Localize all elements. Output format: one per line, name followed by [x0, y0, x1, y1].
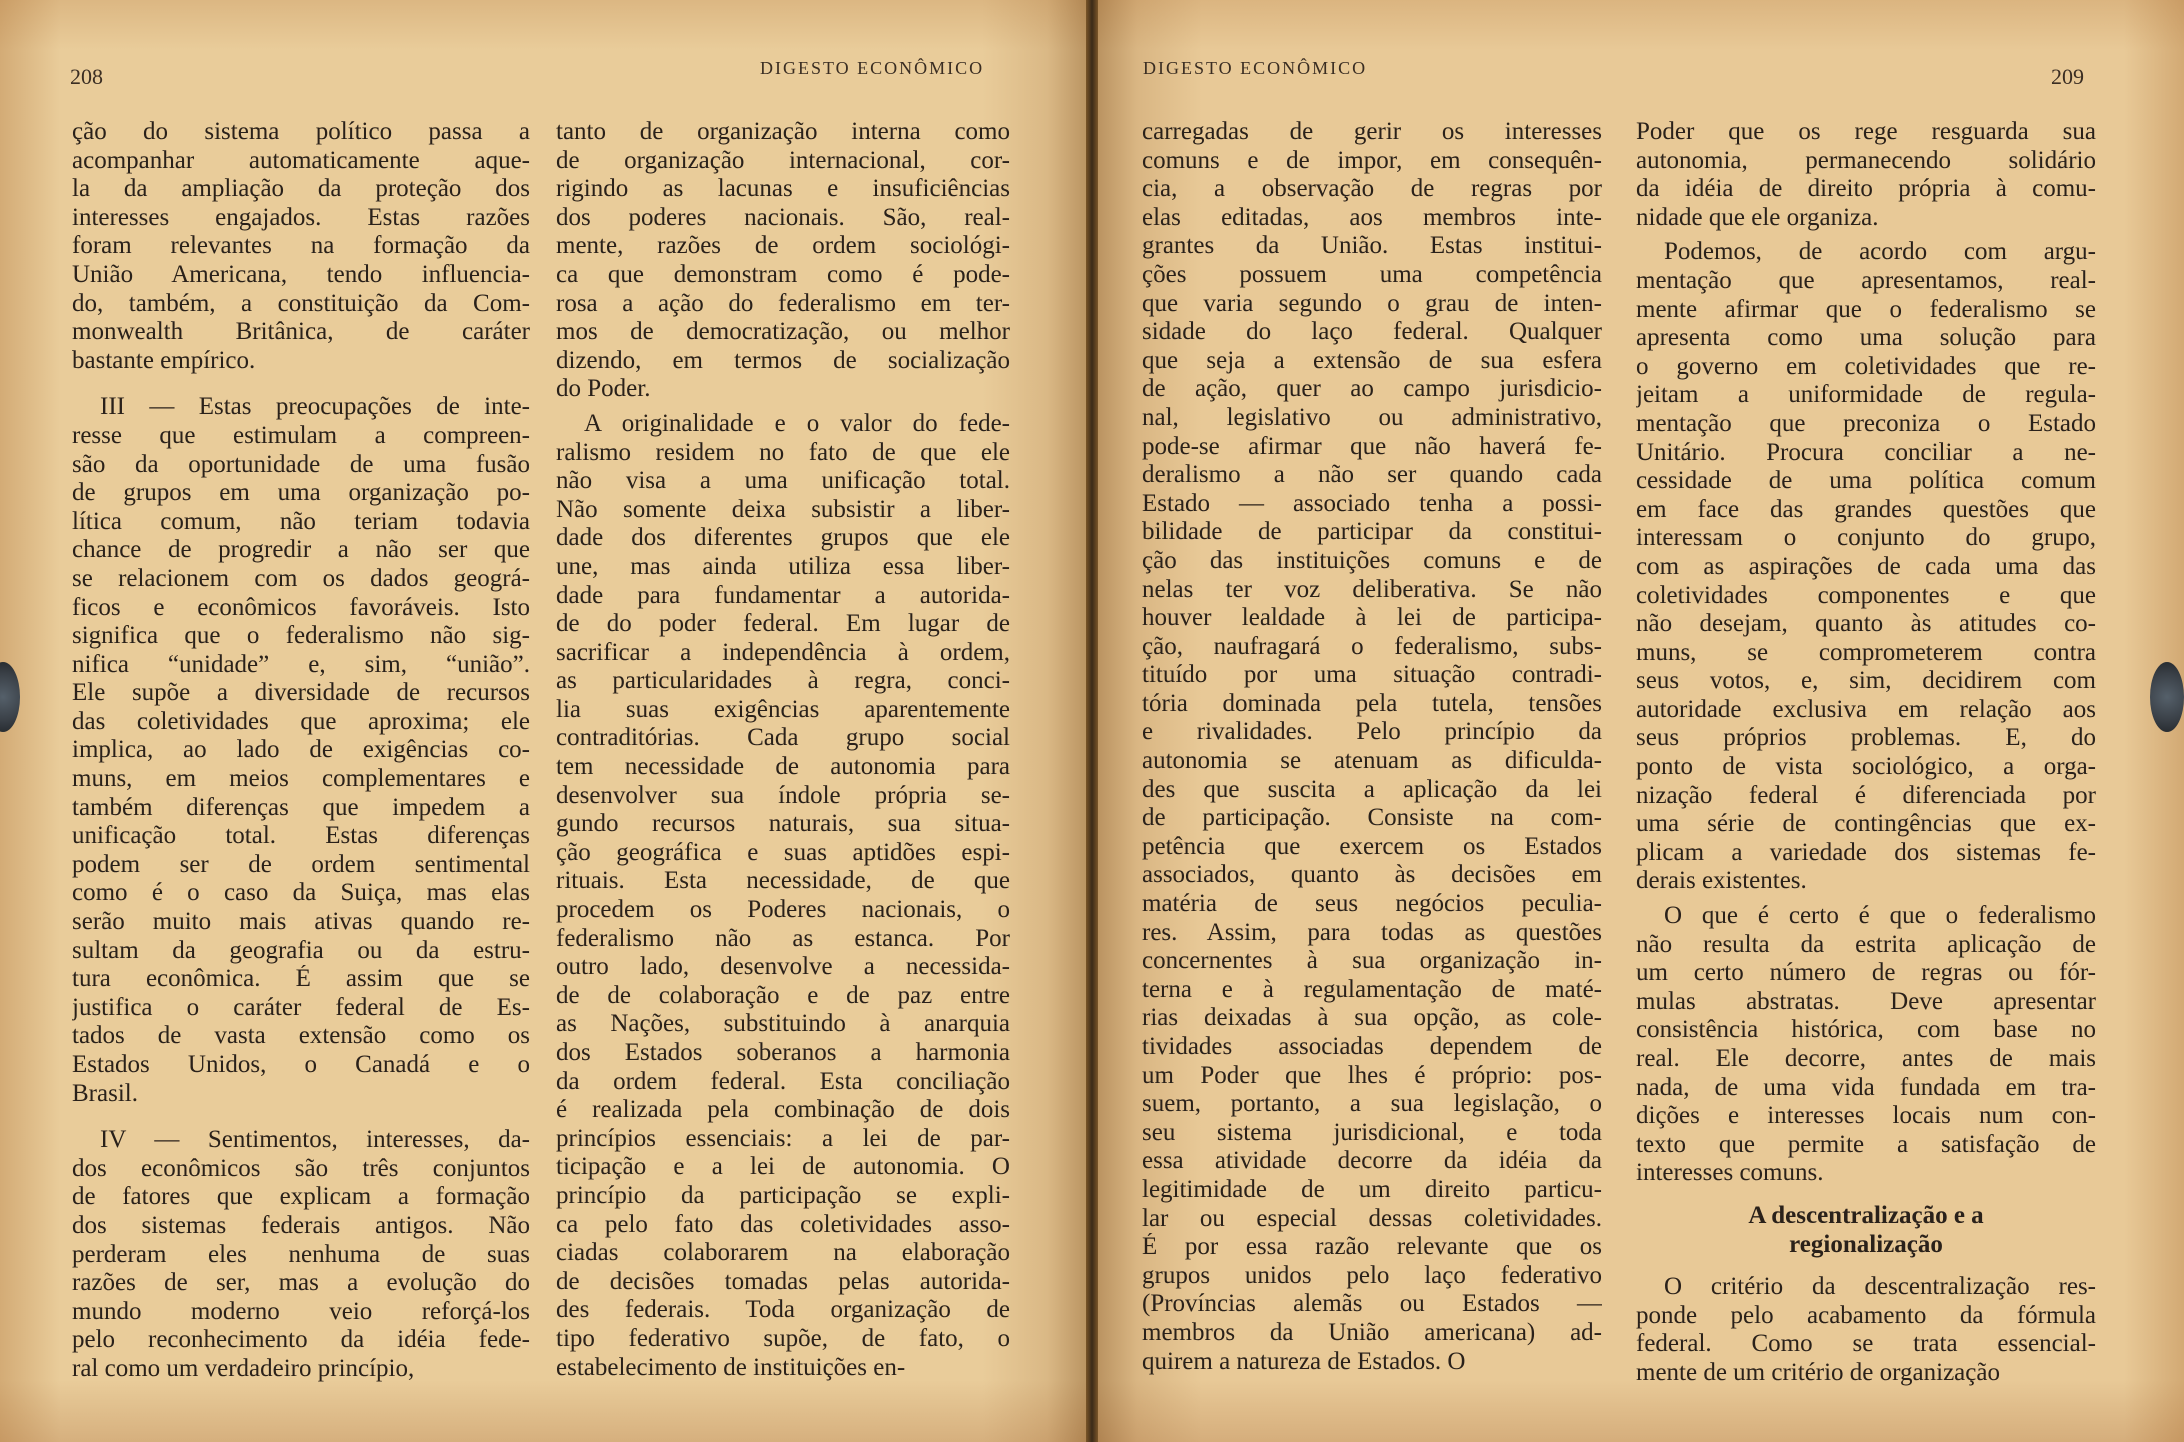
text-line: seus votos, e, sim, decidirem com	[1636, 667, 2096, 695]
text-line: perderam eles nenhuma de suas	[72, 1240, 530, 1268]
text-line: são da oportunidade de uma fusão	[72, 450, 530, 478]
text-line: de grupos em uma organização po-	[72, 479, 530, 507]
text-line: um certo número de regras ou fór-	[1636, 959, 2096, 987]
text-line: dade dos diferentes grupos que ele	[556, 524, 1010, 552]
text-line: dade para fundamentar a autorida-	[556, 581, 1010, 609]
left-column-1	[72, 118, 530, 1384]
text-line: federal. Como se trata essencial-	[1636, 1330, 2096, 1358]
text-line: nifica “unidade” e, sim, “união”.	[72, 650, 530, 678]
text-line: des federais. Toda organização de	[556, 1296, 1010, 1324]
text-line: autonomia, permanecendo solidário	[1636, 146, 2096, 174]
text-line: terna e à regulamentação de maté-	[1142, 975, 1602, 1003]
text-line: rigindo as lacunas e insuficiências	[556, 175, 1010, 203]
text-line: dizendo, em termos de socialização	[556, 346, 1010, 374]
text-line: apresenta como uma solução para	[1636, 324, 2096, 352]
text-line: princípio da participação se expli-	[556, 1181, 1010, 1209]
text-line: ciadas colaborarem na elaboração	[556, 1239, 1010, 1267]
text-line: e rivalidades. Pelo princípio da	[1142, 718, 1602, 746]
text-line: também diferenças que impedem a	[72, 793, 530, 821]
text-line: Brasil.	[72, 1079, 138, 1107]
text-line: desenvolver sua índole própria se-	[556, 781, 1010, 809]
paragraph	[1636, 238, 2096, 896]
text-line: sultam da geografia ou da estru-	[72, 936, 530, 964]
text-line: consistência histórica, com base no	[1636, 1016, 2096, 1044]
text-line: quirem a natureza de Estados. O	[1142, 1347, 1466, 1375]
text-line: tória dominada pela tutela, tensões	[1142, 689, 1602, 717]
text-line: IV — Sentimentos, interesses, da-	[100, 1126, 530, 1154]
text-line: ções possuem uma competência	[1142, 260, 1602, 288]
text-line: chance de progredir a não ser que	[72, 536, 530, 564]
text-line: derais existentes.	[1636, 867, 1807, 895]
text-line: como é o caso da Suiça, mas elas	[72, 879, 530, 907]
binding-hole	[0, 662, 20, 732]
text-line: se relacionem com os dados geográ-	[72, 564, 530, 592]
running-header-right: DIGESTO ECONÔMICO	[1143, 58, 1368, 78]
text-line: essa atividade decorre da idéia da	[1142, 1147, 1602, 1175]
text-line: União Americana, tendo influencia-	[72, 260, 530, 288]
text-line: rias deixadas à sua opção, as cole-	[1142, 1004, 1602, 1032]
text-line: de participação. Consiste na com-	[1142, 804, 1602, 832]
text-line: dições e interesses locais num con-	[1636, 1102, 2096, 1130]
text-line: O critério da descentralização res-	[1664, 1273, 2096, 1301]
binding-hole	[2150, 662, 2184, 732]
text-line: É por essa razão relevante que os	[1142, 1233, 1602, 1261]
text-line: contraditórias. Cada grupo social	[556, 724, 1010, 752]
text-line: uma série de contingências que ex-	[1636, 810, 2096, 838]
text-line: lar ou especial dessas coletividades.	[1142, 1204, 1602, 1232]
text-line: la da ampliação da proteção dos	[72, 175, 530, 203]
paragraph	[72, 1126, 530, 1383]
text-line: autoridade exclusiva em relação aos	[1636, 695, 2096, 723]
text-line: tipo federativo supõe, de fato, o	[556, 1324, 1010, 1352]
text-line: matéria de seus negócios peculia-	[1142, 890, 1602, 918]
text-line: houver lealdade à lei de participa-	[1142, 604, 1602, 632]
text-line: não resulta da estrita aplicação de	[1636, 930, 2096, 958]
page-number-right: 209	[2051, 64, 2084, 89]
text-line: nização federal é diferenciada por	[1636, 781, 2096, 809]
text-line: Não somente deixa subsistir a liber-	[556, 495, 1010, 523]
subheading-line: regionalização	[1789, 1230, 1943, 1258]
text-line: não desejam, quanto às atitudes co-	[1636, 610, 2096, 638]
left-column-2	[556, 118, 1010, 1382]
text-line: de decisões tomadas pelas autorida-	[556, 1267, 1010, 1295]
text-line: Ele supõe a diversidade de recursos	[72, 679, 530, 707]
text-line: o governo em coletividades que re-	[1636, 352, 2096, 380]
text-line: mentação que preconiza o Estado	[1636, 409, 2096, 437]
paragraph	[1636, 118, 2096, 232]
right-column-2	[1636, 118, 2096, 1388]
paragraph	[556, 410, 1010, 1382]
paragraph	[1142, 118, 1602, 1376]
text-line: sidade do laço federal. Qualquer	[1142, 318, 1602, 346]
text-line: significa que o federalismo não sig-	[72, 622, 530, 650]
text-line: mente afirmar que o federalismo se	[1636, 295, 2096, 323]
text-line: foram relevantes na formação da	[72, 232, 530, 260]
text-line: ral como um verdadeiro princípio,	[72, 1354, 415, 1382]
text-line: deralismo a não ser quando cada	[1142, 461, 1602, 489]
text-line: Poder que os rege resguarda sua	[1636, 118, 2096, 145]
text-line: comuns e de impor, em consequên-	[1142, 146, 1602, 174]
text-line: nelas ter voz deliberativa. Se não	[1142, 575, 1602, 603]
text-line: que seja a extensão de sua esfera	[1142, 346, 1602, 374]
text-line: de ação, quer ao campo jurisdicio-	[1142, 375, 1602, 403]
text-line: tituído por uma situação contradi-	[1142, 661, 1602, 689]
text-line: resse que estimulam a compreen-	[72, 421, 530, 449]
text-line: das coletividades que aproxima; ele	[72, 707, 530, 735]
text-line: as Nações, substituindo à anarquia	[556, 1010, 1010, 1038]
text-line: concernentes à sua organização in-	[1142, 947, 1602, 975]
text-line: mos de democratização, ou melhor	[556, 318, 1010, 346]
text-line: ficos e econômicos favoráveis. Isto	[72, 593, 530, 621]
text-line: é realizada pela combinação de dois	[556, 1096, 1010, 1124]
text-line: gundo recursos naturais, sua situa-	[556, 810, 1010, 838]
text-line: do Poder.	[556, 375, 651, 403]
text-line: que varia segundo o grau de inten-	[1142, 289, 1602, 317]
text-line: ponto de vista sociológico, a orga-	[1636, 753, 2096, 781]
text-line: de de colaboração e de paz entre	[556, 981, 1010, 1009]
text-line: pelo reconhecimento da idéia fede-	[72, 1326, 530, 1354]
text-line: dos Estados soberanos a harmonia	[556, 1039, 1010, 1066]
text-line: nada, de uma vida fundada em tra-	[1636, 1073, 2096, 1101]
text-line: ção das instituições comuns e de	[1142, 546, 1602, 574]
text-line: carregadas de gerir os interesses	[1142, 118, 1602, 145]
text-line: da ordem federal. Esta conciliação	[556, 1067, 1010, 1095]
text-line: Estados Unidos, o Canadá e o	[72, 1051, 530, 1078]
text-line: bastante empírico.	[72, 346, 256, 374]
text-line: ticipação e a lei de autonomia. O	[556, 1153, 1010, 1181]
page-number-left: 208	[70, 64, 103, 89]
text-line: serão muito mais ativas quando re-	[72, 908, 530, 936]
text-line: suem, portanto, a sua legislação, o	[1142, 1090, 1602, 1118]
text-line: do, também, a constituição da Com-	[72, 289, 530, 317]
text-line: de do poder federal. Em lugar de	[556, 610, 1010, 638]
text-line: coletividades componentes e que	[1636, 581, 2096, 609]
text-line: tem necessidade de autonomia para	[556, 753, 1010, 781]
text-line: associados, quanto às decisões em	[1142, 861, 1602, 889]
book-gutter	[1086, 0, 1098, 1442]
text-line: muns, se comprometerem contra	[1636, 638, 2096, 666]
text-line: Estado — associado tenha a possi-	[1142, 489, 1602, 517]
text-line: nal, legislativo ou administrativo,	[1142, 403, 1602, 431]
text-line: III — Estas preocupações de inte-	[100, 393, 530, 421]
text-line: grantes da União. Estas institui-	[1142, 232, 1602, 260]
text-line: tura econômica. É assim que se	[72, 965, 530, 993]
text-line: com as aspirações de cada uma das	[1636, 552, 2096, 580]
text-line: procedem os Poderes nacionais, o	[556, 896, 1010, 924]
text-line: cessidade de uma política comum	[1636, 467, 2096, 495]
text-line: tividades associadas dependem de	[1142, 1033, 1602, 1060]
text-line: membros da União americana) ad-	[1142, 1318, 1602, 1346]
section-subheading	[1636, 1202, 2096, 1259]
text-line: dos econômicos são três conjuntos	[72, 1154, 530, 1182]
text-line: O que é certo é que o federalismo	[1664, 902, 2096, 930]
text-line: une, mas ainda utiliza essa liber-	[556, 552, 1010, 580]
text-line: mundo moderno veio reforçá-los	[72, 1297, 530, 1325]
text-line: razões de ser, mas a evolução do	[72, 1269, 530, 1297]
text-line: lia suas exigências aparentemente	[556, 695, 1010, 723]
text-line: Unitário. Procura conciliar a ne-	[1636, 438, 2096, 466]
text-line: implica, ao lado de exigências co-	[72, 736, 530, 764]
text-line: mulas abstratas. Deve apresentar	[1636, 987, 2096, 1015]
paragraph	[72, 118, 530, 375]
text-line: ção do sistema político passa a	[72, 118, 530, 145]
text-line: ralismo residem no fato de que ele	[556, 438, 1010, 466]
text-line: ponde pelo acabamento da fórmula	[1636, 1301, 2096, 1329]
text-line: lítica comum, não teriam todavia	[72, 507, 530, 535]
text-line: grupos unidos pelo laço federativo	[1142, 1261, 1602, 1289]
right-column-1	[1142, 118, 1602, 1376]
text-line: sacrificar a independência à ordem,	[556, 638, 1010, 666]
text-line: estabelecimento de instituições en-	[556, 1353, 906, 1381]
text-line: interesses engajados. Estas razões	[72, 203, 530, 231]
right-page	[1092, 0, 2184, 1442]
text-line: seus próprios problemas. E, do	[1636, 724, 2096, 752]
text-line: plicam a variedade dos sistemas fe-	[1636, 838, 2096, 866]
text-line: legitimidade de um direito particu-	[1142, 1175, 1602, 1203]
text-line: rituais. Esta necessidade, de que	[556, 867, 1010, 895]
text-line: texto que permite a satisfação de	[1636, 1130, 2096, 1158]
text-line: ção, naufragará o federalismo, subs-	[1142, 632, 1602, 660]
text-line: rosa a ação do federalismo em ter-	[556, 289, 1010, 317]
text-line: dos sistemas federais antigos. Não	[72, 1211, 530, 1239]
text-line: ção geográfica e suas aptidões espi-	[556, 838, 1010, 866]
text-line: unificação total. Estas diferenças	[72, 822, 530, 850]
text-line: da idéia de direito própria à comu-	[1636, 175, 2096, 203]
text-line: não visa a uma unificação total.	[556, 467, 1010, 495]
text-line: tanto de organização interna como	[556, 118, 1010, 145]
text-line: (Províncias alemãs ou Estados —	[1142, 1290, 1602, 1318]
text-line: seu sistema jurisdicional, e toda	[1142, 1118, 1602, 1146]
text-line: res. Assim, para todas as questões	[1142, 918, 1602, 946]
text-line: mentação que apresentamos, real-	[1636, 266, 2096, 294]
text-line: tados de vasta extensão como os	[72, 1022, 530, 1050]
text-line: princípios essenciais: a lei de par-	[556, 1124, 1010, 1152]
text-line: jeitam a uniformidade de regula-	[1636, 381, 2096, 409]
text-line: muns, em meios complementares e	[72, 765, 530, 793]
text-line: ca que demonstram como é pode-	[556, 260, 1010, 288]
text-line: de organização internacional, cor-	[556, 146, 1010, 174]
paragraph	[1636, 902, 2096, 1188]
paragraph	[1636, 1273, 2096, 1387]
text-line: real. Ele decorre, antes de mais	[1636, 1045, 2096, 1072]
text-line: cia, a observação de regras por	[1142, 175, 1602, 203]
text-line: dos poderes nacionais. São, real-	[556, 203, 1010, 231]
text-line: elas editadas, aos membros inte-	[1142, 203, 1602, 231]
text-line: podem ser de ordem sentimental	[72, 850, 530, 878]
text-line: justifica o caráter federal de Es-	[72, 993, 530, 1021]
text-line: interesses comuns.	[1636, 1159, 1824, 1187]
paragraph	[72, 393, 530, 1108]
text-line: as particularidades à regra, conci-	[556, 667, 1010, 695]
text-line: mente, razões de ordem sociológi-	[556, 232, 1010, 260]
text-line: acompanhar automaticamente aque-	[72, 146, 530, 174]
text-line: interessam o conjunto do grupo,	[1636, 524, 2096, 552]
paragraph	[556, 118, 1010, 404]
text-line: des que suscita a aplicação da lei	[1142, 775, 1602, 803]
text-line: outro lado, desenvolve a necessida-	[556, 953, 1010, 981]
text-line: nidade que ele organiza.	[1636, 203, 1879, 231]
text-line: A originalidade e o valor do fede-	[584, 409, 1010, 437]
text-line: mente de um critério de organização	[1636, 1358, 2000, 1386]
subheading-line: A descentralização e a	[1748, 1201, 1984, 1229]
text-line: autonomia se atenuam as dificulda-	[1142, 747, 1602, 775]
text-line: de fatores que explicam a formação	[72, 1183, 530, 1211]
text-line: ca pelo fato das coletividades asso-	[556, 1210, 1010, 1238]
text-line: federalismo não as estanca. Por	[556, 924, 1010, 952]
text-line: Podemos, de acordo com argu-	[1664, 238, 2096, 266]
text-line: monwealth Britânica, de caráter	[72, 318, 530, 346]
text-line: bilidade de participar da constitui-	[1142, 518, 1602, 546]
text-line: petência que exercem os Estados	[1142, 832, 1602, 860]
text-line: pode-se afirmar que não haverá fe-	[1142, 432, 1602, 460]
text-line: em face das grandes questões que	[1636, 495, 2096, 523]
text-line: um Poder que lhes é próprio: pos-	[1142, 1061, 1602, 1089]
running-header-left: DIGESTO ECONÔMICO	[760, 58, 985, 78]
